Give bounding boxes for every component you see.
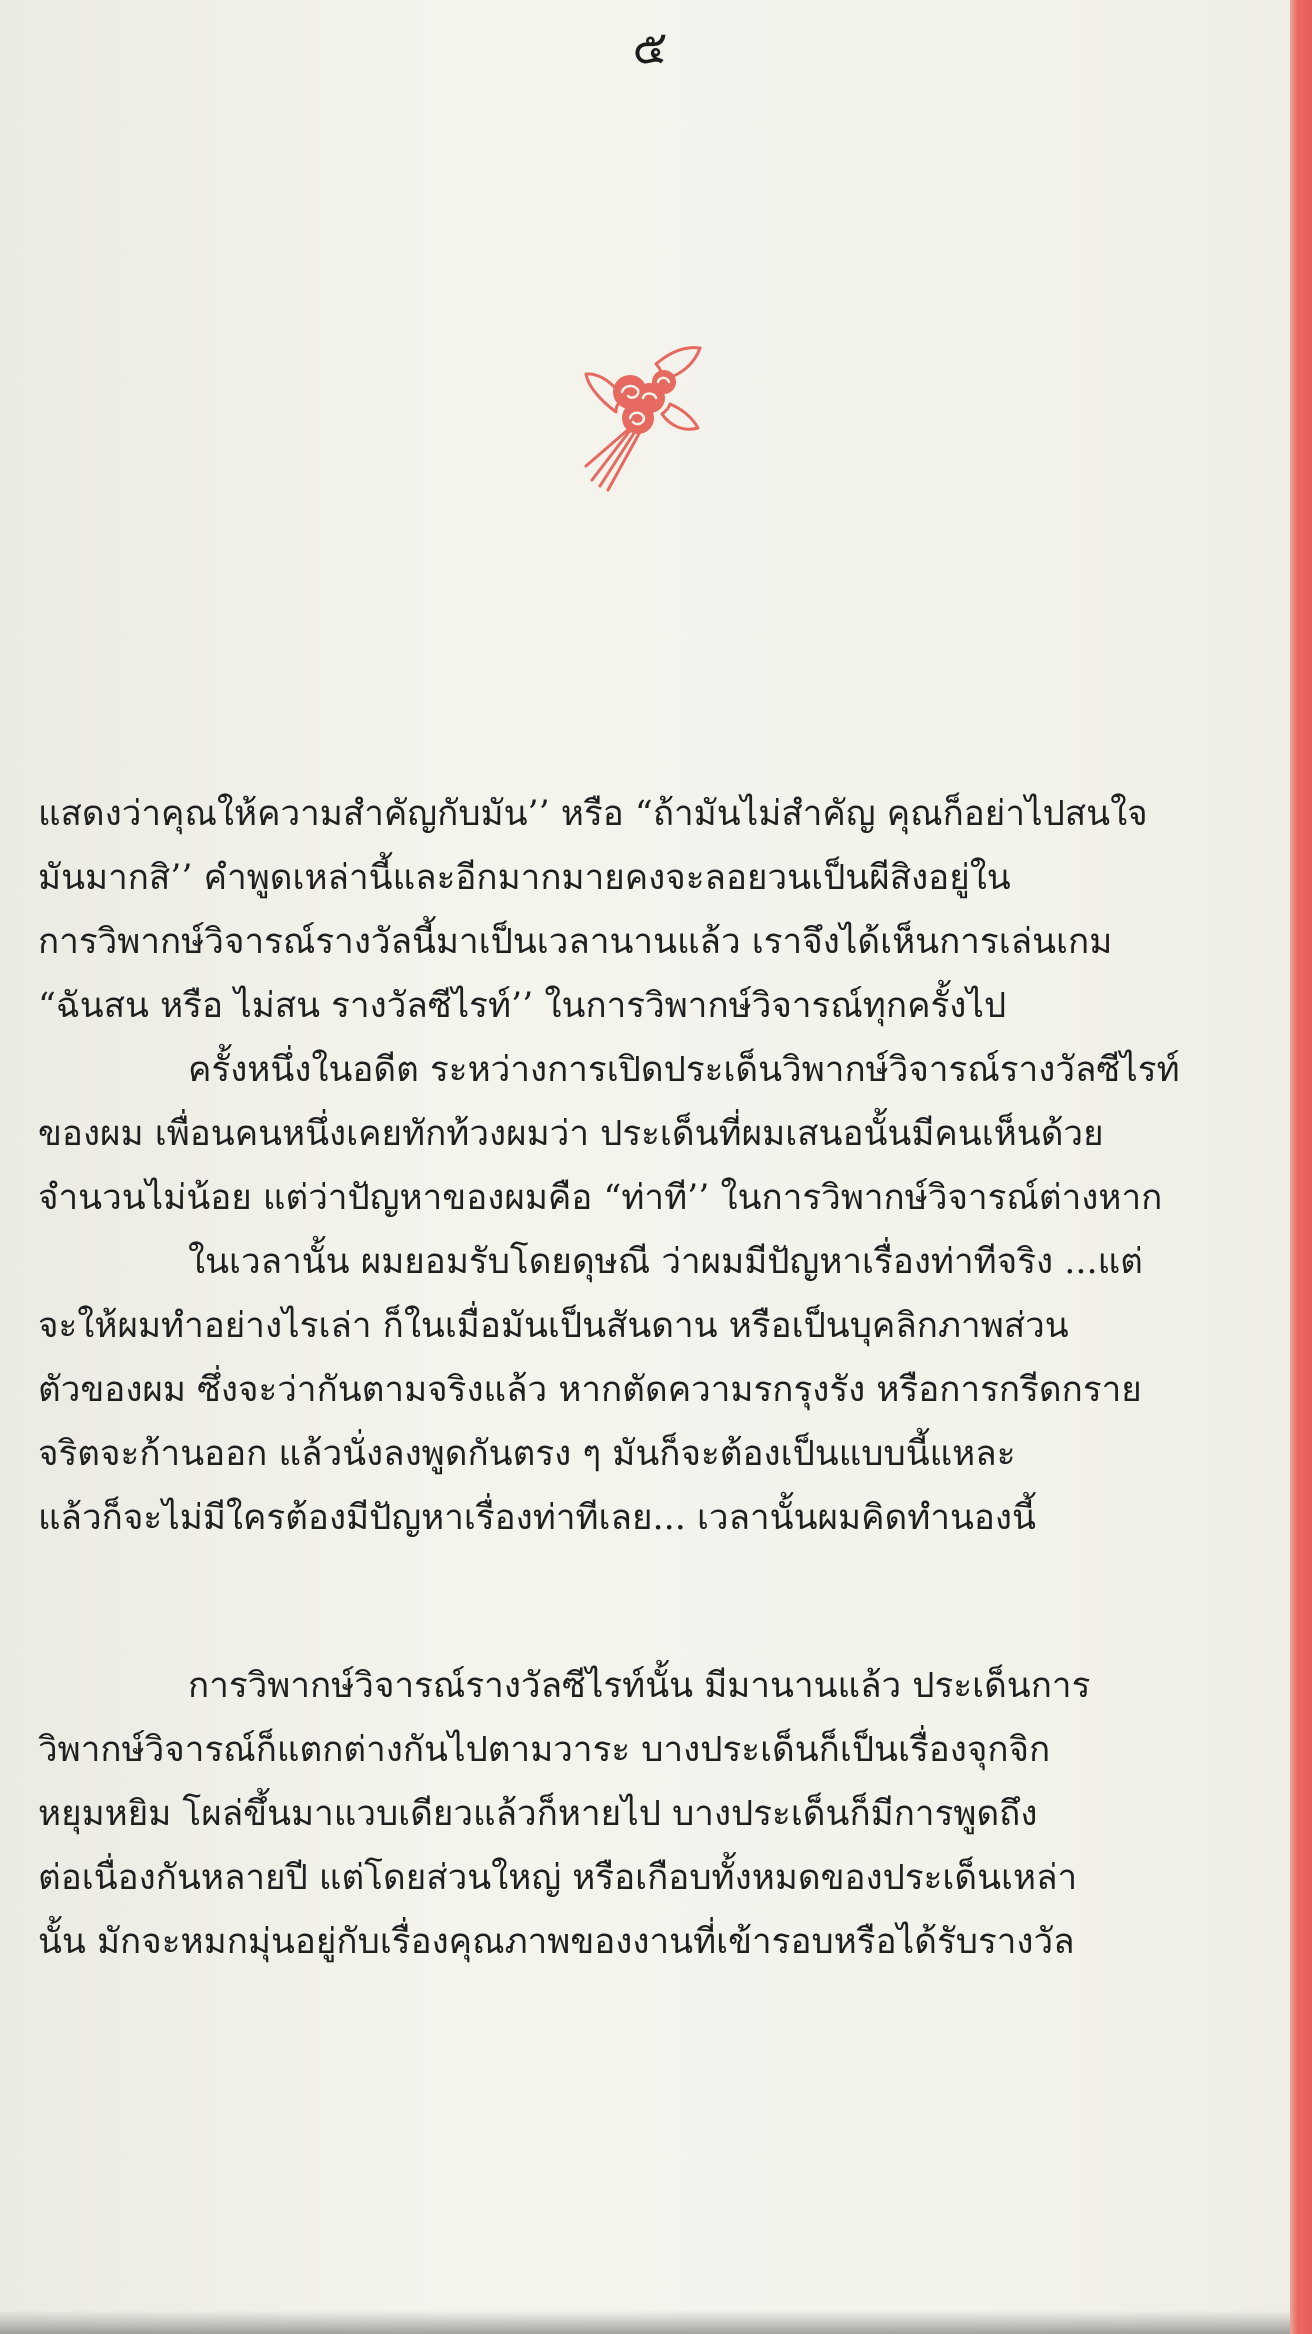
text-line: ตัวของผม ซึ่งจะว่ากันตามจริงแล้ว หากตัดความรกรุงรัง หรือการกรีดกราย — [38, 1370, 1142, 1410]
text-line: การวิพากษ์วิจารณ์รางวัลนี้มาเป็นเวลานานแล้ว เราจึงได้เห็นการเล่นเกม — [38, 922, 1113, 962]
text-line: ครั้งหนึ่งในอดีต ระหว่างการเปิดประเด็นวิพากษ์วิจารณ์รางวัลซีไรท์ — [188, 1050, 1180, 1090]
paragraph-gap — [38, 1550, 1252, 1654]
text-line: จริตจะก้านออก แล้วนั่งลงพูดกันตรง ๆ มันก็จะต้องเป็นแบบนี้แหละ — [38, 1434, 1016, 1474]
text-line: หยุมหยิม โผล่ขึ้นมาแวบเดียวแล้วก็หายไป บางประเด็นก็มีการพูดถึง — [38, 1794, 1038, 1834]
paragraph — [38, 1654, 1252, 1974]
paragraph — [38, 1038, 1252, 1230]
text-line: ในเวลานั้น ผมยอมรับโดยดุษณี ว่าผมมีปัญหาเรื่องท่าทีจริง ...แต่ — [188, 1242, 1143, 1282]
text-line: นั้น มักจะหมกมุ่นอยู่กับเรื่องคุณภาพของงานที่เข้ารอบหรือได้รับรางวัล — [38, 1922, 1075, 1962]
text-line: จำนวนไม่น้อย แต่ว่าปัญหาของผมคือ “ท่าที’’ ในการวิพากษ์วิจารณ์ต่างหาก — [38, 1178, 1163, 1218]
text-line: “ฉันสน หรือ ไม่สน รางวัลซีไรท์’’ ในการวิพากษ์วิจารณ์ทุกครั้งไป — [38, 986, 1007, 1026]
text-line: ต่อเนื่องกันหลายปี แต่โดยส่วนใหญ่ หรือเกือบทั้งหมดของประเด็นเหล่า — [38, 1858, 1078, 1898]
text-line: ของผม เพื่อนคนหนึ่งเคยทักท้วงผมว่า ประเด็นที่ผมเสนอนั้นมีคนเห็นด้วย — [38, 1114, 1104, 1154]
page-edge-strip — [1290, 0, 1312, 2334]
page-number: ๕ — [632, 20, 668, 74]
page-bottom-shadow — [0, 2310, 1290, 2334]
document-body — [38, 782, 1252, 1974]
flower-bouquet-icon — [572, 340, 724, 492]
paragraph — [38, 1230, 1252, 1550]
text-line: แล้วก็จะไม่มีใครต้องมีปัญหาเรื่องท่าทีเลย... เวลานั้นผมคิดทำนองนี้ — [38, 1498, 1036, 1538]
text-line: วิพากษ์วิจารณ์ก็แตกต่างกันไปตามวาระ บางประเด็นก็เป็นเรื่องจุกจิก — [38, 1730, 1051, 1770]
text-line: จะให้ผมทำอย่างไรเล่า ก็ในเมื่อมันเป็นสันดาน หรือเป็นบุคลิกภาพส่วน — [38, 1306, 1069, 1346]
text-line: มันมากสิ’’ คำพูดเหล่านี้และอีกมากมายคงจะลอยวนเป็นผีสิงอยู่ใน — [38, 858, 1011, 898]
paragraph — [38, 782, 1252, 1038]
text-line: แสดงว่าคุณให้ความสำคัญกับมัน’’ หรือ “ถ้ามันไม่สำคัญ คุณก็อย่าไปสนใจ — [38, 794, 1148, 834]
text-line: การวิพากษ์วิจารณ์รางวัลซีไรท์นั้น มีมานานแล้ว ประเด็นการ — [188, 1666, 1091, 1706]
